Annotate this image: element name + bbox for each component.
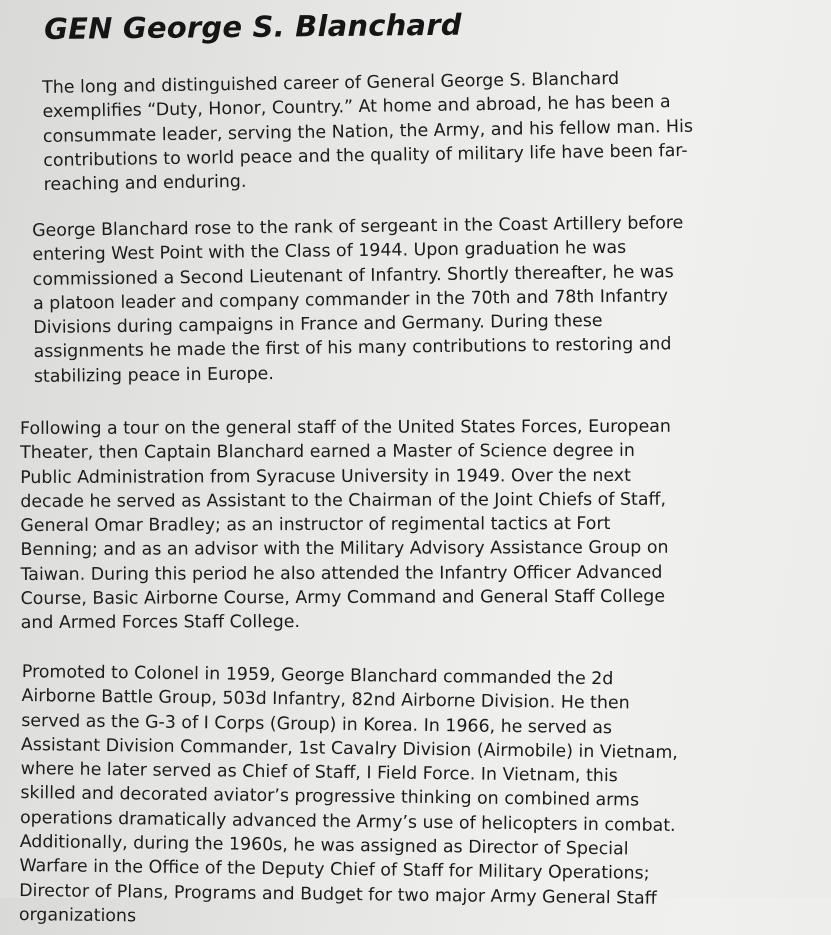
text-line: The long and distinguished career of General George S. Blanchard [42,68,620,98]
paragraph-early-career [32,211,685,389]
text-line: entering West Point with the Class of 1944. Upon graduation he was [32,238,627,266]
text-line: exemplifies “Duty, Honor, Country.” At home and abroad, he has been a [42,92,671,123]
text-line: where he later served as Chief of Staff, I Field Force. In Vietnam, this [20,759,618,787]
text-line: Director of Plans, Programs and Budget for two major Army General Staff [19,880,657,909]
paragraph-staff-career [20,415,672,636]
text-line: Benning; and as an advisor with the Military Advisory Assistance Group on [20,538,669,561]
text-line: Warfare in the Office of the Deputy Chief of Staff for Military Operations; [19,856,650,885]
text-line: Assistant Division Commander, 1st Cavalry Division (Airmobile) in Vietnam, [20,734,679,763]
text-line: Promoted to Colonel in 1959, George Blanchard commanded the 2d [21,661,614,690]
text-line: served as the G-3 of I Corps (Group) in Korea. In 1966, he served as [21,710,613,738]
text-line: Following a tour on the general staff of the United States Forces, European [20,416,671,439]
text-line: consummate leader, serving the Nation, the Army, and his fellow man. His [42,116,694,147]
text-line: assignments he made the first of his many contributions to restoring and [33,334,672,363]
text-line: Airborne Battle Group, 503d Infantry, 82nd Airborne Division. He then [21,686,630,714]
text-line: reaching and enduring. [43,171,247,196]
page-title: GEN George S. Blanchard [44,7,462,46]
text-line: George Blanchard rose to the rank of sergeant in the Coast Artillery before [32,213,684,241]
text-line: General Omar Bradley; as an instructor of regimental tactics at Fort [20,514,611,537]
text-line: a platoon leader and company commander in the 70th and 78th Infantry [32,286,669,314]
text-line: contributions to world peace and the quality of military life have been far- [43,140,688,171]
paragraph-command-career [19,660,679,935]
text-line: Public Administration from Syracuse University in 1949. Over the next [20,465,631,488]
text-line: organizations [18,904,137,927]
text-line: Divisions during campaigns in France and Germany. During these [33,311,603,339]
text-line: skilled and decorated aviator’s progressive thinking on combined arms [20,783,640,812]
text-line: stabilizing peace in Europe. [33,363,274,387]
text-line: Theater, then Captain Blanchard earned a Master of Science degree in [20,441,635,464]
text-line: Taiwan. During this period he also attended the Infantry Officer Advanced [20,562,663,585]
paragraph-intro [42,66,694,198]
text-line: Additionally, during the 1960s, he was assigned as Director of Special [19,832,629,860]
text-line: and Armed Forces Staff College. [20,612,301,634]
text-line: commissioned a Second Lieutenant of Infantry. Shortly thereafter, he was [32,261,674,290]
text-line: decade he served as Assistant to the Chairman of the Joint Chiefs of Staff, [20,489,667,512]
text-line: Course, Basic Airborne Course, Army Command and General Staff College [20,586,666,610]
text-line: operations dramatically advanced the Army’s use of helicopters in combat. [19,807,676,836]
